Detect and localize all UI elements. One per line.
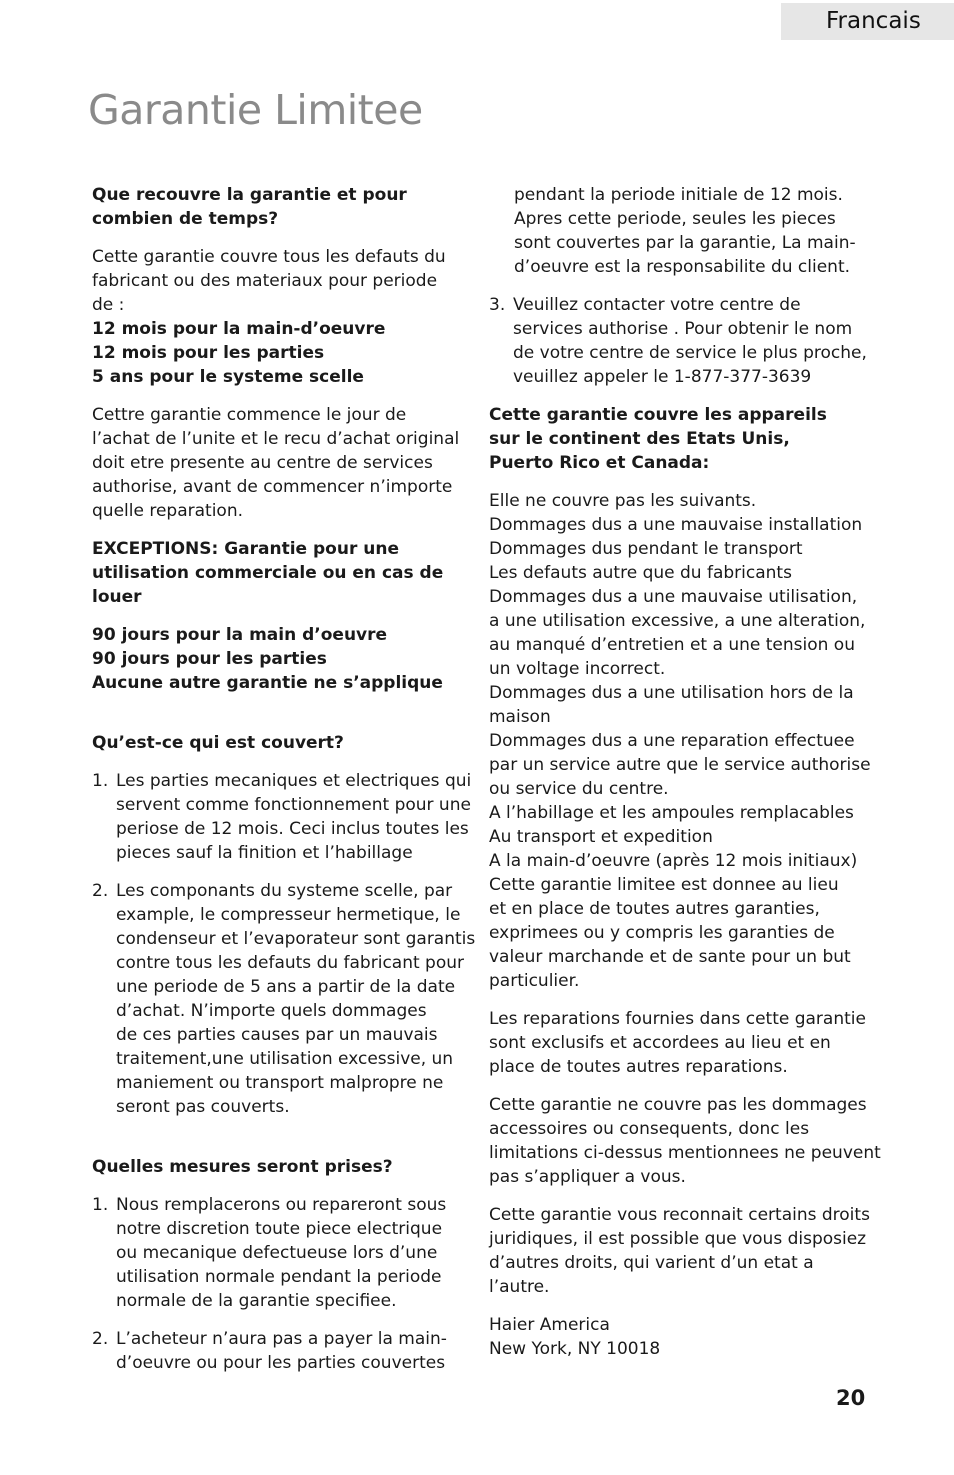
list-item-continuation: pendant la periode initiale de 12 mois. Apres cette periode, seules les pieces sont couvertes par la garantie, La main- d’oeuvre est la responsabilite du client. — [514, 185, 856, 277]
page-title: Garantie Limitee — [88, 86, 423, 134]
left-column — [92, 183, 476, 1389]
coverage-paragraph: Cette garantie couvre tous les defauts du fabricant ou des materiaux pour periode de : 12 mois pour la main-d’oeuvre 12 mois pour les parties 5 ans pour le systeme scelle — [92, 247, 446, 387]
heading-covered: Qu’est-ce qui est couvert? — [92, 733, 344, 753]
language-tab: Francais — [781, 3, 954, 40]
measures-list — [92, 1193, 472, 1375]
start-paragraph: Cettre garantie commence le jour de l’achat de l’unite et le recu d’achat original doit etre presente au centre de services authorise, avant de commencer n’importe quelle reparation. — [92, 405, 460, 521]
damages-paragraph: Cette garantie ne couvre pas les dommages accessoires ou consequents, donc les limitations ci-dessus mentionnees ne peuvent pas s’appliquer a vous. — [489, 1095, 881, 1187]
heading-coverage-duration: Que recouvre la garantie et pour combien de temps? — [92, 185, 407, 229]
list-item: 2. L’acheteur n’aura pas a payer la main- d’oeuvre ou pour les parties couvertes — [92, 1329, 447, 1373]
list-item: 3. Veuillez contacter votre centre de services authorise . Pour obtenir le nom de votre centre de service le plus proche, veuillez appeler le 1-877-377-3639 — [489, 295, 867, 387]
exceptions-terms: 90 jours pour la main d’oeuvre 90 jours pour les parties Aucune autre garantie ne s’applique — [92, 625, 443, 693]
heading-territory: Cette garantie couvre les appareils sur le continent des Etats Unis, Puerto Rico et Canada: — [489, 405, 827, 473]
list-item: 2. Les componants du systeme scelle, par example, le compresseur hermetique, le condenseur et l’evaporateur sont garantis contre tous les defauts du fabricant pour une periode de 5 ans a partir de la date d’achat. N’importe quels dommages de ces parties causes par un mauvais traitement,une utilisation excessive, un maniement ou transport malpropre ne seront pas couverts. — [92, 881, 476, 1117]
company-address: Haier America New York, NY 10018 — [489, 1315, 661, 1359]
contact-list — [489, 293, 867, 389]
list-item: 1. Nous remplacerons ou repareront sous notre discretion toute piece electrique ou mecanique defectueuse lors d’une utilisation normale pendant la periode normale de la garantie specifiee. — [92, 1195, 447, 1311]
heading-exceptions: EXCEPTIONS: Garantie pour une utilisation commerciale ou en cas de louer — [92, 539, 444, 607]
page-number: 20 — [836, 1386, 866, 1410]
rights-paragraph: Cette garantie vous reconnait certains droits juridiques, il est possible que vous disposiez d’autres droits, qui varient d’un etat a l’autre. — [489, 1205, 870, 1297]
list-item: 1. Les parties mecaniques et electriques qui servent comme fonctionnement pour une periose de 12 mois. Ceci inclus toutes les pieces sauf la finition et l’habillage — [92, 771, 472, 863]
repairs-paragraph: Les reparations fournies dans cette garantie sont exclusifs et accordees au lieu et en place de toutes autres reparations. — [489, 1009, 866, 1077]
heading-measures: Quelles mesures seront prises? — [92, 1157, 393, 1177]
covered-list — [92, 769, 476, 1119]
right-column — [489, 183, 881, 1375]
exclusions-paragraph: Elle ne couvre pas les suivants. Dommages dus a une mauvaise installation Dommages dus pendant le transport Les defauts autre que du fabricants Dommages dus a une mauvaise utilisation, a une utilisation excessive, a une alteration, au manqué d’entretien et a une tension ou un voltage incorrect. Dommages dus a une utilisation hors de la maison Dommages dus a une reparation effectuee par un service autre que le service authorise ou service du centre. A l’habillage et les ampoules remplacables Au transport et expedition A la main-d’oeuvre (après 12 mois initiaux) Cette garantie limitee est donnee au lieu et en place de toutes autres garanties, exprimees ou y compris les garanties de valeur marchande et de sante pour un but particulier. — [489, 491, 871, 991]
